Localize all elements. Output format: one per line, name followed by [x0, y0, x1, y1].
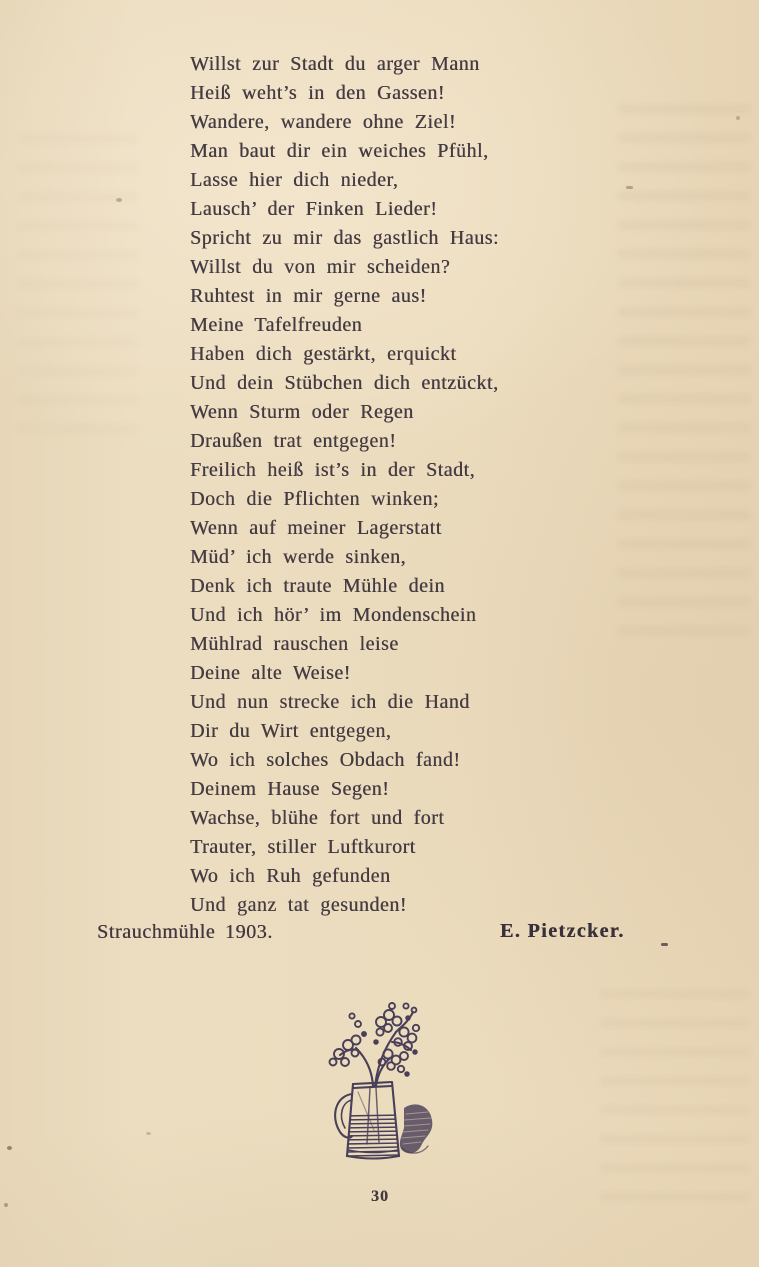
poem-line: Ruhtest in mir gerne aus!	[190, 285, 427, 307]
blossoms	[330, 1003, 420, 1076]
poem-line: Müd’ ich werde sinken,	[190, 546, 406, 568]
page-number: 30	[371, 1188, 389, 1205]
poem-line: Mühlrad rauschen leise	[190, 633, 399, 655]
poem-line: Draußen trat entgegen!	[190, 430, 397, 452]
paper-speck	[116, 198, 122, 202]
flower-jug-illustration	[318, 998, 446, 1170]
paper-speck	[7, 1146, 12, 1150]
poem-line: Lasse hier dich nieder,	[190, 169, 399, 191]
poem-line: Denk ich traute Mühle dein	[190, 575, 445, 597]
poem-line: Spricht zu mir das gastlich Haus:	[190, 227, 499, 249]
poem-line: Freilich heiß ist’s in der Stadt,	[190, 459, 476, 481]
poem-line: Wandere, wandere ohne Ziel!	[190, 111, 457, 133]
paper-speck	[4, 1203, 8, 1207]
poem-line: Willst du von mir scheiden?	[190, 256, 451, 278]
bleed-through-texture	[600, 975, 750, 1215]
poem-line: Doch die Pflichten winken;	[190, 488, 439, 510]
paper-speck	[146, 1132, 151, 1135]
poem-line: Lausch’ der Finken Lieder!	[190, 198, 438, 220]
poem-line: Wenn auf meiner Lagerstatt	[190, 517, 442, 539]
poem-line: Trauter, stiller Luftkurort	[190, 836, 416, 858]
poem-line: Und nun strecke ich die Hand	[190, 691, 470, 713]
colophon	[0, 921, 759, 951]
poem-line: Wenn Sturm oder Regen	[190, 401, 414, 423]
poem-line: Man baut dir ein weiches Pfühl,	[190, 140, 489, 162]
author-signature: E. Pietzcker.	[500, 920, 625, 942]
poem-line: Und ich hör’ im Mondenschein	[190, 604, 477, 626]
ink-speck	[661, 943, 668, 946]
poem-text	[190, 50, 499, 920]
bleed-through-texture	[18, 120, 138, 440]
poem-line: Wo ich Ruh gefunden	[190, 865, 391, 887]
place-date: Strauchmühle 1903.	[97, 921, 273, 943]
poem-line: Willst zur Stadt du arger Mann	[190, 53, 480, 75]
poem-line: Dir du Wirt entgegen,	[190, 720, 392, 742]
poem-line: Und dein Stübchen dich entzückt,	[190, 372, 499, 394]
poem-line: Deinem Hause Segen!	[190, 778, 390, 800]
mug-shadow	[400, 1104, 432, 1153]
poem-line: Und ganz tat gesunden!	[190, 894, 407, 916]
poem-line: Deine alte Weise!	[190, 662, 351, 684]
poem-line: Haben dich gestärkt, erquickt	[190, 343, 457, 365]
paper-speck	[626, 186, 633, 189]
poem-line: Heiß weht’s in den Gassen!	[190, 82, 445, 104]
poem-line: Wo ich solches Obdach fand!	[190, 749, 461, 771]
bleed-through-texture	[618, 90, 750, 650]
poem-line: Meine Tafelfreuden	[190, 314, 363, 336]
poem-line: Wachse, blühe fort und fort	[190, 807, 445, 829]
paper-speck	[736, 116, 740, 120]
mug	[335, 1082, 402, 1159]
